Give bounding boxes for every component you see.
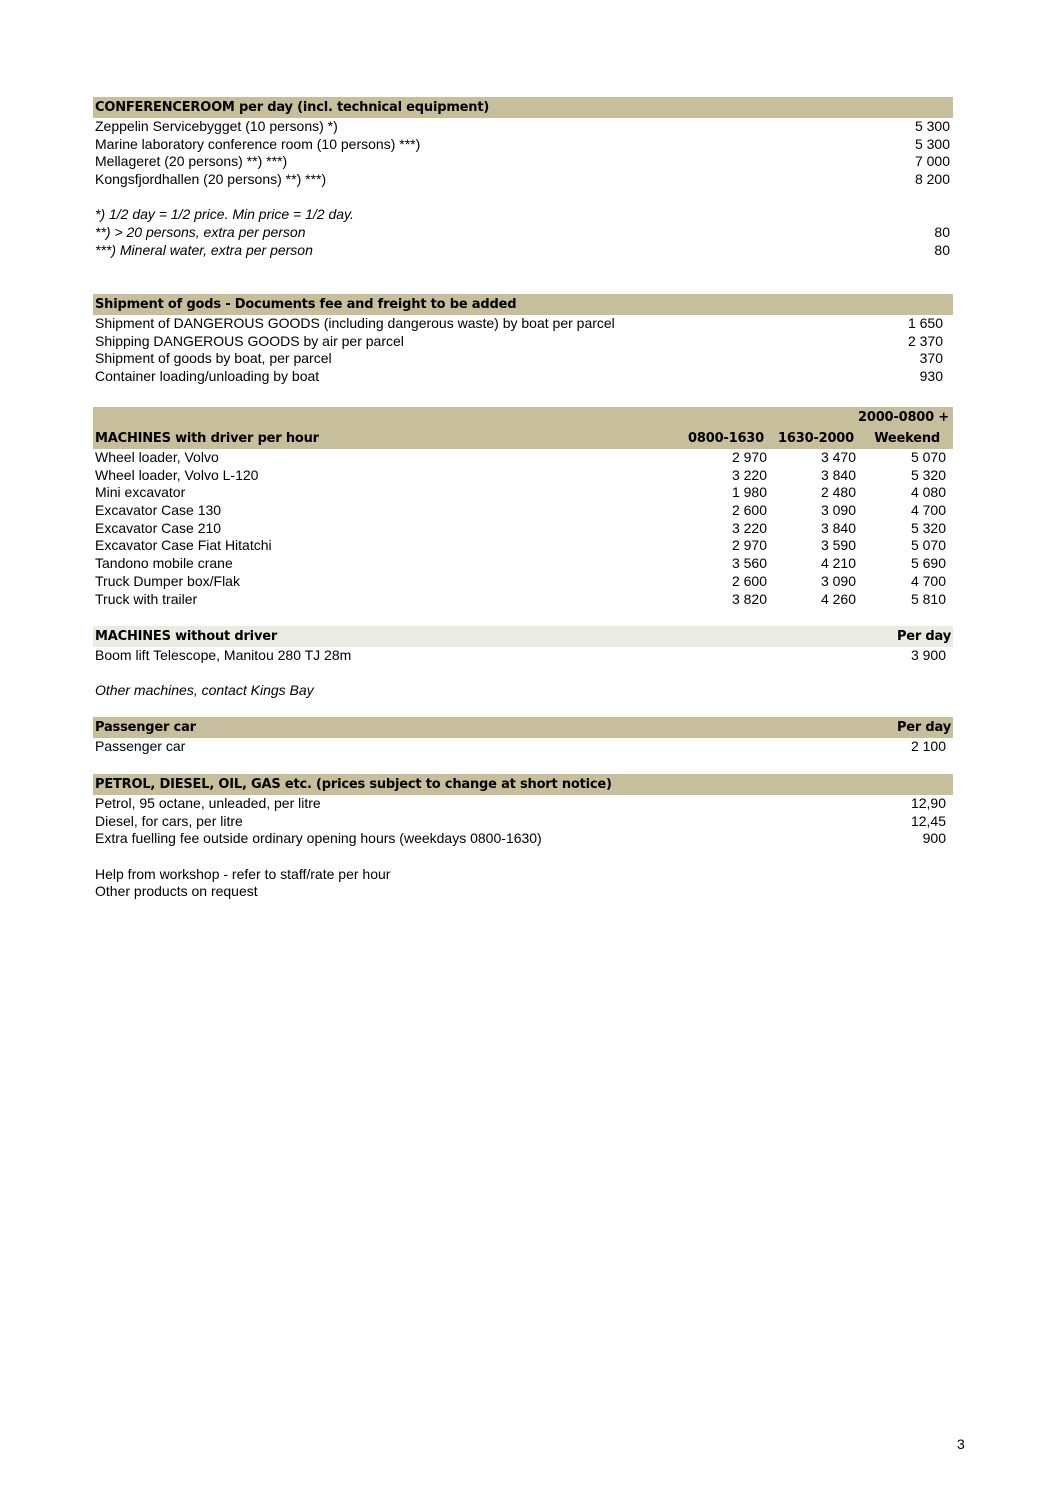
row-value: 12,90 — [910, 795, 946, 811]
cell-evening: 3 090 — [820, 502, 856, 519]
row-label: Petrol, 95 octane, unleaded, per litre — [95, 795, 321, 811]
cell-evening: 3 590 — [820, 537, 856, 554]
cell-day: 3 220 — [731, 519, 767, 536]
cell-day: 2 600 — [731, 502, 767, 519]
conference-row — [93, 136, 953, 154]
footer-line: Other products on request — [95, 883, 258, 900]
conference-section — [93, 97, 953, 260]
row-label: Boom lift Telescope, Manitou 280 TJ 28m — [95, 647, 352, 663]
machine-row — [93, 467, 953, 485]
conference-header: CONFERENCEROOM per day (incl. technical equipment) — [93, 97, 953, 118]
machine-row — [93, 484, 953, 502]
row-label: Kongsfjordhallen (20 persons) **) ***) — [95, 171, 327, 188]
fuel-row — [93, 795, 953, 813]
cell-evening: 3 840 — [820, 519, 856, 536]
cell-evening: 3 090 — [820, 572, 856, 589]
cell-evening: 4 210 — [820, 555, 856, 572]
shipment-header: Shipment of gods - Documents fee and freight to be added — [93, 294, 953, 315]
car-header — [93, 717, 953, 738]
column-header-1630-2000: 1630-2000 — [778, 431, 854, 446]
shipment-row — [93, 350, 953, 368]
machine-row — [93, 520, 953, 538]
row-value: 2 100 — [910, 738, 946, 754]
unit-label: Per day — [896, 629, 951, 644]
conference-row — [93, 118, 953, 136]
section-title: MACHINES without driver — [95, 629, 278, 644]
conference-row — [93, 153, 953, 171]
row-value: 1 650 — [907, 315, 943, 331]
shipment-row — [93, 368, 953, 386]
cell-night: 5 320 — [910, 466, 946, 483]
row-label: Wheel loader, Volvo — [95, 449, 219, 465]
row-value: 5 300 — [914, 118, 950, 134]
cell-day: 3 220 — [731, 466, 767, 483]
conference-note — [93, 206, 953, 224]
row-label: Truck with trailer — [95, 590, 198, 607]
row-value: 930 — [919, 368, 943, 385]
note-label: ***) Mineral water, extra per person — [95, 241, 313, 258]
row-value: 900 — [922, 830, 946, 847]
row-label: Diesel, for cars, per litre — [95, 812, 243, 829]
row-label: Mini excavator — [95, 484, 186, 501]
row-label: Zeppelin Servicebygget (10 persons) *) — [95, 118, 338, 134]
row-value: 8 200 — [914, 171, 950, 188]
cell-night: 5 070 — [910, 537, 946, 554]
note-value: 80 — [934, 224, 950, 241]
machine-row — [93, 555, 953, 573]
cell-evening: 4 260 — [820, 590, 856, 607]
machines-nodriver-header — [93, 626, 953, 647]
row-label: Excavator Case 130 — [95, 502, 222, 519]
cell-night: 5 320 — [910, 519, 946, 536]
row-label: Excavator Case Fiat Hitatchi — [95, 537, 272, 554]
cell-day: 3 820 — [731, 590, 767, 607]
row-label: Shipping DANGEROUS GOODS by air per parcel — [95, 332, 404, 349]
fuel-row — [93, 813, 953, 831]
machine-row — [93, 502, 953, 520]
row-value: 7 000 — [914, 153, 950, 170]
conference-note — [93, 242, 953, 260]
car-row — [93, 738, 953, 756]
cell-night: 4 700 — [910, 502, 946, 519]
note-label: *) 1/2 day = 1/2 price. Min price = 1/2 day. — [95, 206, 354, 223]
conference-note — [93, 224, 953, 242]
machines-nodriver-section — [93, 626, 953, 700]
row-label: Marine laboratory conference room (10 persons) ***) — [95, 135, 421, 152]
row-value: 3 900 — [910, 647, 946, 663]
fuel-section — [93, 774, 953, 901]
unit-label: Per day — [896, 720, 951, 735]
section-title: Passenger car — [95, 720, 196, 735]
machines-header — [93, 407, 953, 449]
row-label: Mellageret (20 persons) **) ***) — [95, 153, 288, 170]
cell-day: 3 560 — [731, 555, 767, 572]
machine-row — [93, 537, 953, 555]
fuel-header: PETROL, DIESEL, OIL, GAS etc. (prices subject to change at short notice) — [93, 774, 953, 795]
row-label: Passenger car — [95, 738, 186, 754]
row-value: 370 — [919, 350, 943, 367]
row-label: Container loading/unloading by boat — [95, 368, 320, 385]
row-label: Excavator Case 210 — [95, 519, 222, 536]
footer-line: Help from workshop - refer to staff/rate per hour — [95, 865, 391, 882]
cell-night: 5 070 — [910, 449, 946, 465]
row-value: 12,45 — [910, 812, 946, 829]
cell-night: 5 690 — [910, 555, 946, 572]
conference-row — [93, 171, 953, 189]
machines-note: Other machines, contact Kings Bay — [95, 682, 314, 699]
cell-day: 2 970 — [731, 449, 767, 465]
shipment-section — [93, 294, 953, 386]
row-label: Truck Dumper box/Flak — [95, 572, 240, 589]
column-header-night-top: 2000-0800 + — [858, 410, 949, 425]
cell-night: 5 810 — [910, 590, 946, 607]
cell-evening: 3 840 — [820, 466, 856, 483]
row-label: Extra fuelling fee outside ordinary opening hours (weekdays 0800-1630) — [95, 830, 542, 847]
row-label: Wheel loader, Volvo L-120 — [95, 466, 259, 483]
row-value: 5 300 — [914, 135, 950, 152]
machine-row — [93, 573, 953, 591]
row-label: Shipment of goods by boat, per parcel — [95, 350, 332, 367]
column-header-weekend: Weekend — [874, 431, 940, 446]
page-number: 3 — [957, 1436, 965, 1452]
cell-night: 4 700 — [910, 572, 946, 589]
cell-day: 1 980 — [731, 484, 767, 501]
shipment-row — [93, 333, 953, 351]
cell-evening: 2 480 — [820, 484, 856, 501]
machine-row — [93, 591, 953, 609]
shipment-row — [93, 315, 953, 333]
column-header-0800-1630: 0800-1630 — [688, 431, 764, 446]
car-section — [93, 717, 953, 756]
machines-title: MACHINES with driver per hour — [95, 431, 319, 446]
machines-section — [93, 407, 953, 608]
cell-day: 2 970 — [731, 537, 767, 554]
row-label: Tandono mobile crane — [95, 555, 233, 572]
row-value: 2 370 — [907, 332, 943, 349]
note-label: **) > 20 persons, extra per person — [95, 224, 306, 241]
cell-night: 4 080 — [910, 484, 946, 501]
row-label: Shipment of DANGEROUS GOODS (including dangerous waste) by boat per parcel — [95, 315, 615, 331]
fuel-row — [93, 830, 953, 848]
cell-evening: 3 470 — [820, 449, 856, 465]
machine-row — [93, 449, 953, 467]
note-value: 80 — [934, 241, 950, 258]
machine-nodriver-row — [93, 647, 953, 665]
cell-day: 2 600 — [731, 572, 767, 589]
